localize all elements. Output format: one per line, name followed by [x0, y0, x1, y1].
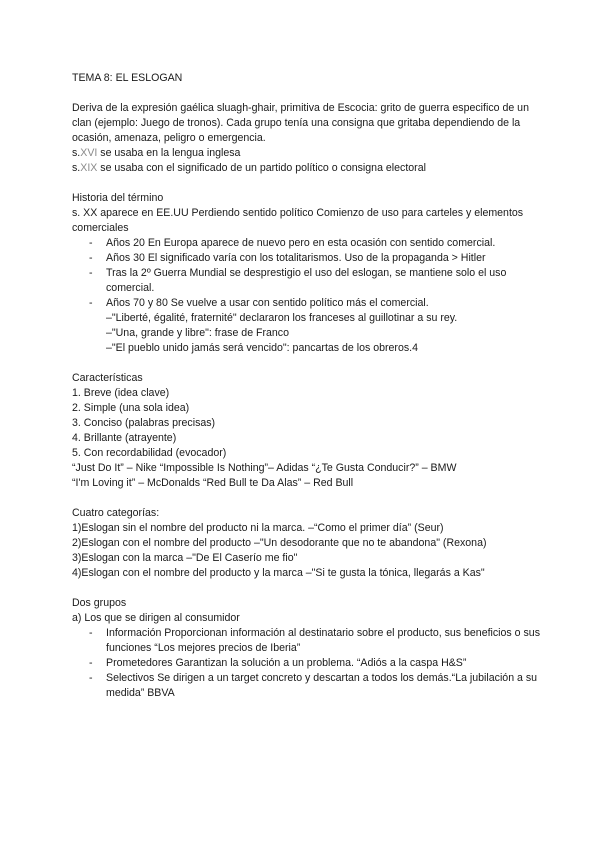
history-bullet-text: Años 70 y 80 Se vuelve a usar con sentido político más el comercial. [106, 297, 429, 309]
characteristic-item: 2. Simple (una sola idea) [72, 402, 190, 414]
intro-paragraph: Deriva de la expresión gaélica sluagh-ghair, primitiva de Escocia: grito de guerra especifico de un clan (ejemplo: Juego de tronos). Cada grupo tenía una consigna que gritaba dependiendo de la ocasión, amenaza, peligro o emergencia. [72, 102, 529, 144]
groups-heading: Dos grupos [72, 597, 127, 609]
history-bullet [72, 296, 542, 311]
group-bullet-text: Información Proporcionan información al destinatario sobre el producto, sus beneficios o sus funciones “Los mejores precios de Iberia” [106, 627, 540, 654]
page-title: TEMA 8: EL ESLOGAN [72, 72, 183, 84]
intro-xvi-line [72, 146, 542, 161]
history-bullet [72, 251, 542, 266]
intro-section [72, 101, 542, 176]
category-item: 1)Eslogan sin el nombre del producto ni la marca. –“Como el primer día” (Seur) [72, 522, 444, 534]
bullet-dash: - [89, 297, 93, 309]
group-bullet [72, 656, 542, 671]
history-paragraph: s. XX aparece en EE.UU Perdiendo sentido político Comienzo de uso para carteles y elementos comerciales [72, 207, 524, 234]
categories-section [72, 506, 542, 581]
history-bullet-text: Años 30 El significado varía con los totalitarismos. Uso de la propaganda > Hitler [106, 252, 486, 264]
history-bullet-text: Tras la 2º Guerra Mundial se desprestigio el uso del eslogan, se mantiene solo el uso comercial. [106, 267, 507, 294]
document-page [72, 71, 542, 701]
intro-xix-prefix: s. [72, 162, 81, 174]
group-bullet [72, 671, 542, 701]
characteristics-section [72, 371, 542, 491]
category-item: 4)Eslogan con el nombre del producto y la marca –"Si te gusta la tónica, llegarás a Kas" [72, 567, 485, 579]
characteristic-item: 5. Con recordabilidad (evocador) [72, 447, 227, 459]
groups-section [72, 596, 542, 701]
history-subitem: –"El pueblo unido jamás será vencido": pancartas de los obreros.4 [106, 342, 418, 354]
bullet-dash: - [89, 672, 93, 684]
groups-subheading: a) Los que se dirigen al consumidor [72, 612, 240, 624]
intro-xvi-century: XVI [80, 147, 98, 159]
history-bullet-text: Años 20 En Europa aparece de nuevo pero en esta ocasión con sentido comercial. [106, 237, 496, 249]
slogan-examples-line: “Just Do It” – Nike “Impossible Is Nothing”– Adidas “¿Te Gusta Conducir?” – BMW [72, 462, 457, 474]
intro-xix-line [72, 161, 542, 176]
intro-xix-century: XIX [80, 162, 98, 174]
group-bullet [72, 626, 542, 656]
group-bullet-text: Prometedores Garantizan la solución a un problema. “Adiós a la caspa H&S” [106, 657, 467, 669]
category-item: 3)Eslogan con la marca –"De El Caserío me fio" [72, 552, 298, 564]
history-bullet [72, 266, 542, 296]
history-bullet [72, 236, 542, 251]
bullet-dash: - [89, 252, 93, 264]
group-bullet-text: Selectivos Se dirigen a un target concreto y descartan a todos los demás.“La jubilación a su medida” BBVA [106, 672, 538, 699]
characteristics-heading: Características [72, 372, 143, 384]
characteristic-item: 1. Breve (idea clave) [72, 387, 170, 399]
characteristic-item: 4. Brillante (atrayente) [72, 432, 177, 444]
bullet-dash: - [89, 657, 93, 669]
bullet-dash: - [89, 267, 93, 279]
intro-xix-text: se usaba con el significado de un partido político o consigna electoral [97, 162, 426, 174]
intro-xvi-prefix: s. [72, 147, 81, 159]
slogan-examples-line: “I'm Loving it” – McDonalds “Red Bull te Da Alas” – Red Bull [72, 477, 354, 489]
categories-heading: Cuatro categorías: [72, 507, 160, 519]
history-subitem: –"Liberté, égalité, fraternité" declararon los franceses al guillotinar a su rey. [106, 312, 458, 324]
bullet-dash: - [89, 627, 93, 639]
bullet-dash: - [89, 237, 93, 249]
intro-xvi-text: se usaba en la lengua inglesa [97, 147, 241, 159]
history-section [72, 191, 542, 356]
characteristic-item: 3. Conciso (palabras precisas) [72, 417, 216, 429]
category-item: 2)Eslogan con el nombre del producto –"Un desodorante que no te abandona" (Rexona) [72, 537, 487, 549]
history-subitem: –"Una, grande y libre": frase de Franco [106, 327, 290, 339]
history-heading: Historia del término [72, 192, 164, 204]
